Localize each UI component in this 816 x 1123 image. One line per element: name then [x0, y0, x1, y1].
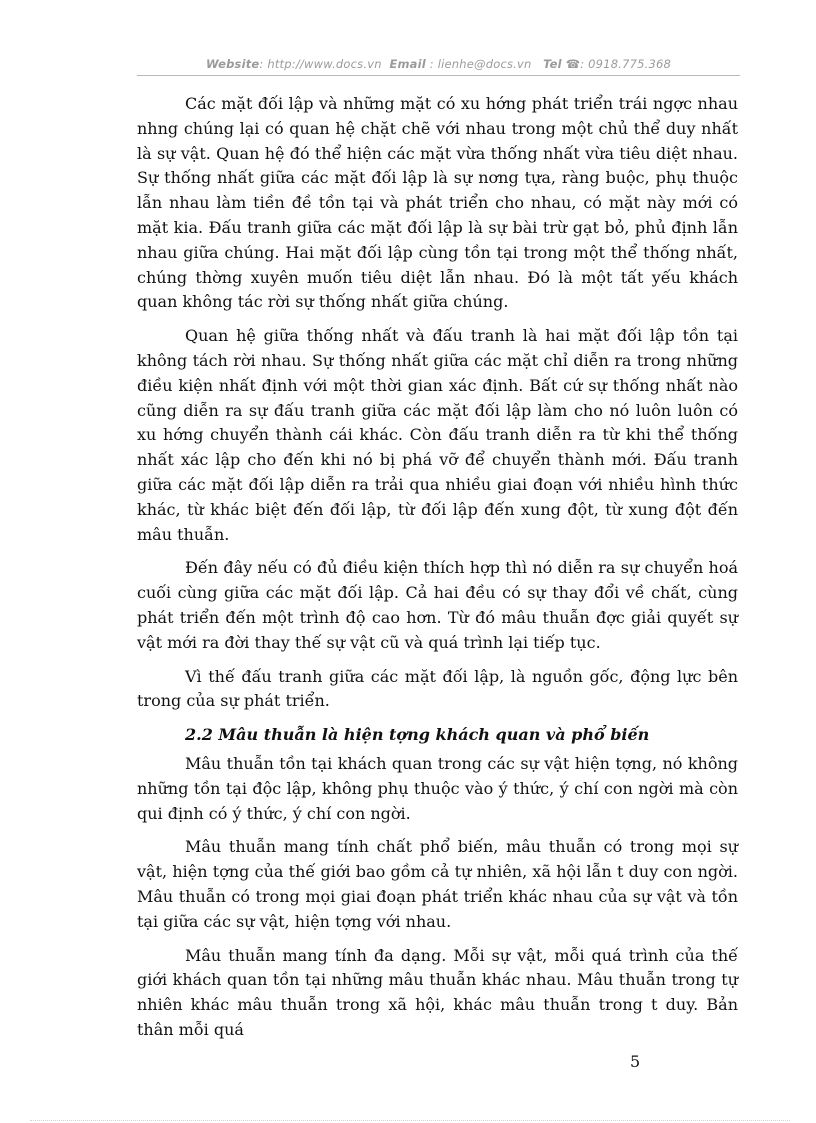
section-paragraph-1: Mâu thuẫn tồn tại khách quan trong các sự vật hiện tợng, nó không những tồn tại độc lập, không phụ thuộc vào ý thức, ý chí con ngời mà còn qui định có ý thức, ý chí con ngời.	[137, 753, 738, 823]
tel-value: : 0918.775.368	[580, 57, 672, 71]
phone-icon: ☎	[565, 57, 581, 71]
page-number: 5	[630, 1052, 641, 1071]
email-value[interactable]: : lienhe@docs.vn	[429, 57, 532, 71]
email-label: Email	[389, 57, 426, 71]
page-header	[137, 57, 740, 71]
section-paragraph-3: Mâu thuẫn mang tính đa dạng. Mỗi sự vật, mỗi quá trình của thế giới khách quan tồn tại những mâu thuẫn khác nhau. Mâu thuẫn trong tự nhiên khác mâu thuẫn trong xã hội, khác mâu thuẫn trong t duy. Bản thân mỗi quá	[137, 945, 738, 1039]
paragraph-3: Đến đây nếu có đủ điều kiện thích hợp thì nó diễn ra sự chuyển hoá cuối cùng giữa các mặt đối lập. Cả hai đều có sự thay đổi về chất, cùng phát triển đến một trình độ cao hơn. Từ đó mâu thuẫn đợc giải quyết sự vật mới ra đời thay thế sự vật cũ và quá trình lại tiếp tục.	[137, 558, 738, 652]
website-value[interactable]: : http://www.docs.vn	[259, 57, 382, 71]
paragraph-4: Vì thế đấu tranh giữa các mặt đối lập, là nguồn gốc, động lực bên trong của sự phát triển.	[137, 666, 738, 711]
document-body	[137, 92, 738, 1052]
section-paragraph-2: Mâu thuẫn mang tính chất phổ biến, mâu thuẫn có trong mọi sự vật, hiện tợng của thế giới bao gồm cả tự nhiên, xã hội lẫn t duy con ngời. Mâu thuẫn có trong mọi giai đoạn phát triển khác nhau của sự vật và tồn tại giữa các sự vật, hiện tợng với nhau.	[137, 837, 738, 931]
footer-divider	[30, 1120, 790, 1121]
header-divider	[137, 75, 740, 76]
section-heading: 2.2 Mâu thuẫn là hiện tợng khách quan và phổ biến	[185, 725, 650, 745]
paragraph-1: Các mặt đối lập và những mặt có xu hớng phát triển trái ngợc nhau nhng chúng lại có quan hệ chặt chẽ với nhau trong một chủ thể duy nhất là sự vật. Quan hệ đó thể hiện các mặt vừa thống nhất vừa tiêu diệt nhau. Sự thống nhất giữa các mặt đối lập là sự nơng tựa, ràng buộc, phụ thuộc lẫn nhau làm tiền đề tồn tại và phát triển cho nhau, có mặt này mới có mặt kia. Đấu tranh giữa các mặt đối lập là sự bài trừ gạt bỏ, phủ định lẫn nhau giữa chúng. Hai mặt đối lập cùng tồn tại trong một thể thống nhất, chúng thờng xuyên muốn tiêu diệt lẫn nhau. Đó là một tất yếu khách quan không tác rời sự thống nhất giữa chúng.	[137, 94, 738, 312]
paragraph-2: Quan hệ giữa thống nhất và đấu tranh là hai mặt đối lập tồn tại không tách rời nhau. Sự thống nhất giữa các mặt chỉ diễn ra trong những điều kiện nhất định với một thời gian xác định. Bất cứ sự thống nhất nào cũng diễn ra sự đấu tranh giữa các mặt đối lập làm cho nó luôn luôn có xu hớng chuyển thành cái khác. Còn đấu tranh diễn ra từ khi thể thống nhất xác lập cho đến khi nó bị phá vỡ để chuyển thành mới. Đấu tranh giữa các mặt đối lập diễn ra trải qua nhiều giai đoạn với nhiều hình thức khác, từ khác biệt đến đối lập, từ đối lập đến xung đột, từ xung đột đến mâu thuẫn.	[137, 326, 738, 544]
website-label: Website	[205, 57, 260, 71]
tel-label: Tel	[543, 57, 562, 71]
